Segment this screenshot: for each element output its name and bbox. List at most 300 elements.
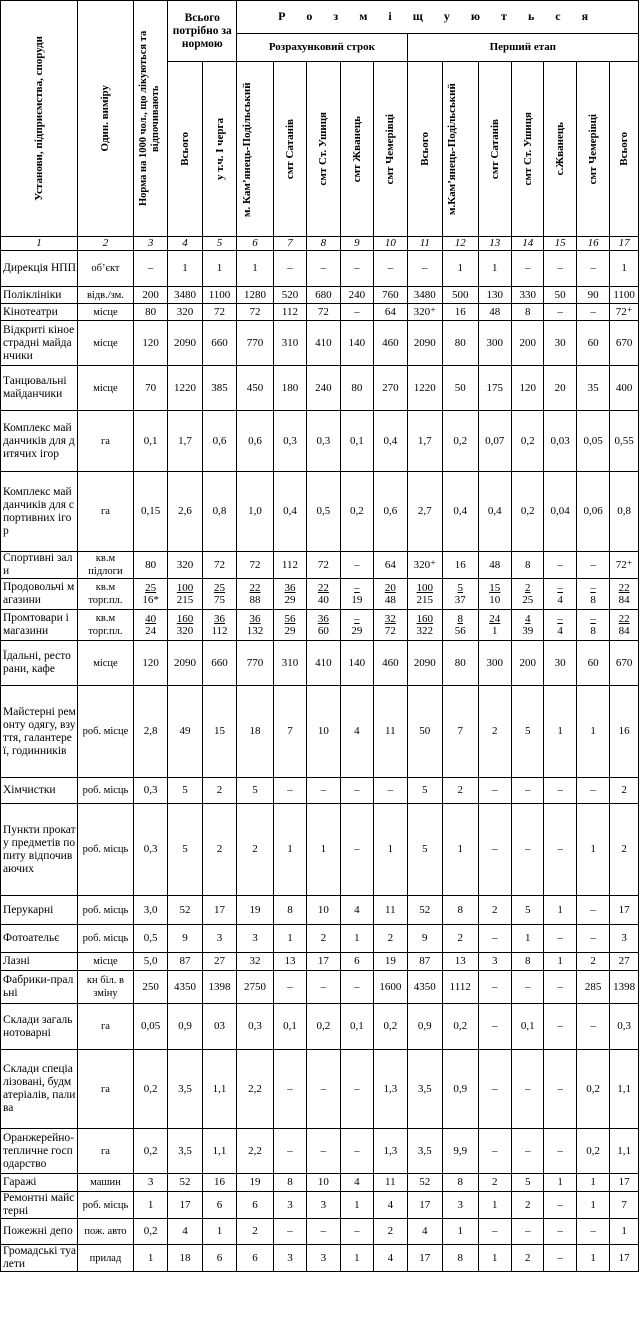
row-value: – — [544, 251, 576, 287]
row-value: 320⁺ — [407, 304, 442, 321]
row-value: 2090 — [407, 321, 442, 366]
value-numerator: 22 — [618, 613, 630, 625]
header-total-by-norm: Всього потрібно за нормою — [168, 1, 237, 62]
row-value: 72⁺ — [610, 304, 639, 321]
row-value: 4 — [340, 1174, 373, 1192]
row-value: 5 — [168, 804, 202, 896]
row-value — [443, 610, 478, 641]
row-value: 03 — [202, 1004, 236, 1050]
row-unit: га — [78, 1050, 134, 1129]
row-value: 30 — [544, 641, 576, 686]
row-value: 2 — [610, 804, 639, 896]
value-denominator: 29 — [284, 594, 296, 606]
row-value: 52 — [168, 896, 202, 925]
row-value: 5,0 — [133, 953, 167, 971]
row-unit: місце — [78, 304, 134, 321]
value-denominator: 29 — [351, 625, 363, 637]
row-value: 2 — [478, 686, 511, 778]
table-row — [1, 411, 639, 472]
row-value: 140 — [340, 641, 373, 686]
value-denominator: 48 — [384, 594, 396, 606]
row-value: 8 — [443, 896, 478, 925]
column-number: 9 — [340, 237, 373, 251]
row-value: 320 — [168, 552, 202, 579]
value-numerator: 100 — [416, 582, 434, 594]
row-value: 5 — [511, 896, 543, 925]
column-number: 6 — [237, 237, 274, 251]
row-name: Комплекс майданчиків для дитячих ігор — [1, 411, 78, 472]
row-value — [407, 610, 442, 641]
row-value: 270 — [374, 366, 407, 411]
row-value: 4 — [374, 1245, 407, 1272]
row-name: Пожежні депо — [1, 1219, 78, 1245]
row-value: 7 — [443, 686, 478, 778]
row-value: 1,3 — [374, 1050, 407, 1129]
table-row — [1, 1192, 639, 1219]
header-placed: Р о з м і щ у ю т ь с я — [237, 1, 639, 34]
row-value — [133, 610, 167, 641]
table-row — [1, 552, 639, 579]
row-value: 0,1 — [511, 1004, 543, 1050]
row-unit: прилад — [78, 1245, 134, 1272]
row-value: – — [307, 1129, 340, 1174]
row-value: 3480 — [168, 287, 202, 304]
row-value: – — [374, 251, 407, 287]
row-value: 72 — [307, 304, 340, 321]
column-number: 11 — [407, 237, 442, 251]
header-first-zhvanets: с.Жванець — [544, 62, 576, 237]
row-value: 2,7 — [407, 472, 442, 552]
row-value: 72 — [202, 304, 236, 321]
row-value: 1 — [340, 1192, 373, 1219]
row-unit: га — [78, 1004, 134, 1050]
row-value: 80 — [443, 321, 478, 366]
row-value: – — [478, 1219, 511, 1245]
row-value: – — [478, 1129, 511, 1174]
row-value — [168, 610, 202, 641]
row-value: 4 — [374, 1192, 407, 1219]
value-numerator: – — [590, 582, 596, 594]
header-total-first: у т.ч. І черга — [202, 62, 236, 237]
row-value: 8 — [273, 1174, 306, 1192]
row-value: 0,4 — [273, 472, 306, 552]
row-value: 0,2 — [307, 1004, 340, 1050]
row-value: – — [544, 778, 576, 804]
value-numerator: 56 — [284, 613, 296, 625]
row-value: 0,2 — [511, 411, 543, 472]
row-value: 120 — [133, 641, 167, 686]
row-value: 1,1 — [610, 1129, 639, 1174]
table-row — [1, 1004, 639, 1050]
row-value — [340, 579, 373, 610]
row-value: 1 — [511, 925, 543, 953]
column-number: 16 — [576, 237, 609, 251]
row-value: 17 — [610, 1174, 639, 1192]
value-numerator: – — [354, 613, 360, 625]
header-total-all: Всього — [168, 62, 202, 237]
row-value: 8 — [443, 1174, 478, 1192]
row-value: 4350 — [168, 971, 202, 1004]
row-unit: роб. місце — [78, 686, 134, 778]
row-value: 0,1 — [273, 1004, 306, 1050]
row-value: 11 — [374, 686, 407, 778]
header-calc-kamianets: м. Кам’янець-Подільський — [237, 62, 274, 237]
row-value: 680 — [307, 287, 340, 304]
row-name: Фотоательє — [1, 925, 78, 953]
header-first-stage: Перший етап — [407, 34, 638, 62]
row-value: 0,4 — [443, 472, 478, 552]
row-value: 200 — [511, 321, 543, 366]
row-value — [407, 579, 442, 610]
row-value: – — [340, 778, 373, 804]
value-numerator: – — [557, 582, 563, 594]
value-denominator: 40 — [317, 594, 329, 606]
row-value: – — [340, 1129, 373, 1174]
row-value: 112 — [273, 552, 306, 579]
header-first-total: Всього — [407, 62, 442, 237]
row-value: 50 — [443, 366, 478, 411]
row-value: 320⁺ — [407, 552, 442, 579]
table-row — [1, 472, 639, 552]
row-value — [610, 579, 639, 610]
row-value: 2 — [478, 1174, 511, 1192]
value-numerator: 15 — [489, 582, 501, 594]
row-value: 60 — [576, 641, 609, 686]
value-numerator: 160 — [416, 613, 434, 625]
row-value: 0,3 — [273, 411, 306, 472]
row-value: 0,2 — [133, 1050, 167, 1129]
table-row — [1, 1174, 639, 1192]
row-value: 1 — [544, 1174, 576, 1192]
row-value: 1,0 — [237, 472, 274, 552]
row-name: Продовольчі магазини — [1, 579, 78, 610]
row-value: – — [374, 778, 407, 804]
table-row — [1, 287, 639, 304]
value-denominator: 60 — [317, 625, 329, 637]
row-value: – — [340, 552, 373, 579]
row-value: 0,1 — [133, 411, 167, 472]
row-value: 0,9 — [443, 1050, 478, 1129]
row-value: 2,2 — [237, 1129, 274, 1174]
row-value — [576, 579, 609, 610]
row-value: 87 — [407, 953, 442, 971]
value-numerator: 20 — [384, 582, 396, 594]
row-value: 250 — [133, 971, 167, 1004]
table-body — [1, 251, 639, 1272]
row-value: 1,7 — [168, 411, 202, 472]
row-unit: відв./зм. — [78, 287, 134, 304]
row-name: Гаражі — [1, 1174, 78, 1192]
row-value: – — [307, 1219, 340, 1245]
value-denominator: 1 — [491, 625, 498, 637]
row-value: 0,2 — [576, 1050, 609, 1129]
row-value: 3,5 — [407, 1050, 442, 1129]
row-value — [202, 579, 236, 610]
row-name: Лазні — [1, 953, 78, 971]
row-value: – — [511, 778, 543, 804]
row-value: 1 — [273, 804, 306, 896]
row-value: 1398 — [202, 971, 236, 1004]
row-value — [544, 579, 576, 610]
row-value: 1 — [478, 1245, 511, 1272]
row-value: – — [273, 251, 306, 287]
header-norm: Норма на 1000 чол., що лікуються та відпочивають — [133, 1, 167, 237]
row-value: 2 — [202, 778, 236, 804]
row-value: – — [340, 971, 373, 1004]
row-value: 0,4 — [478, 472, 511, 552]
row-value: – — [544, 1192, 576, 1219]
row-value: 0,05 — [133, 1004, 167, 1050]
row-value: 11 — [374, 896, 407, 925]
row-value: – — [544, 1245, 576, 1272]
row-value: 8 — [511, 953, 543, 971]
row-value: 1 — [133, 1192, 167, 1219]
value-denominator: 16* — [142, 594, 159, 606]
value-numerator: 4 — [524, 613, 531, 625]
row-name: Оранжерейно-тепличне господарство — [1, 1129, 78, 1174]
row-value: 1220 — [407, 366, 442, 411]
row-name: Промтовари і магазини — [1, 610, 78, 641]
row-value: 2,8 — [133, 686, 167, 778]
row-unit: роб. місць — [78, 804, 134, 896]
row-value: 1 — [544, 953, 576, 971]
header-first-kamianets: м.Кам’янець-Подільський — [443, 62, 478, 237]
value-denominator: 39 — [522, 625, 534, 637]
row-value: 1,1 — [610, 1050, 639, 1129]
row-name: Комплекс майданчиків для спортивних ігор — [1, 472, 78, 552]
value-denominator: 8 — [590, 594, 596, 606]
row-value: 140 — [340, 321, 373, 366]
row-value: – — [511, 251, 543, 287]
row-value: 1 — [544, 896, 576, 925]
row-unit: місце — [78, 366, 134, 411]
row-value: 0,15 — [133, 472, 167, 552]
header-first-total-2: Всього — [610, 62, 639, 237]
row-value: – — [478, 971, 511, 1004]
row-value: 5 — [407, 778, 442, 804]
row-value: 130 — [478, 287, 511, 304]
header-first-satanov: смт Сатанів — [478, 62, 511, 237]
row-value: – — [544, 925, 576, 953]
row-value: 0,3 — [133, 778, 167, 804]
value-numerator: 36 — [249, 613, 261, 625]
row-value: 16 — [202, 1174, 236, 1192]
row-value: 0,2 — [443, 411, 478, 472]
row-unit: га — [78, 411, 134, 472]
row-value: 5 — [511, 1174, 543, 1192]
row-value: – — [511, 1129, 543, 1174]
value-denominator: 132 — [246, 625, 264, 637]
row-value: 385 — [202, 366, 236, 411]
row-value: 1100 — [202, 287, 236, 304]
row-value — [478, 579, 511, 610]
row-value: 310 — [273, 641, 306, 686]
row-value: 19 — [237, 1174, 274, 1192]
row-value: 80 — [133, 304, 167, 321]
value-numerator: 36 — [317, 613, 329, 625]
row-name: Склади загальнотоварні — [1, 1004, 78, 1050]
row-value — [307, 610, 340, 641]
column-number: 14 — [511, 237, 543, 251]
row-unit: роб. місць — [78, 925, 134, 953]
value-numerator: 36 — [214, 613, 225, 625]
row-value — [511, 579, 543, 610]
row-value: 112 — [273, 304, 306, 321]
row-value: 670 — [610, 321, 639, 366]
row-value: 0,06 — [576, 472, 609, 552]
value-denominator: 24 — [145, 625, 157, 637]
row-value: 6 — [237, 1192, 274, 1219]
table-row — [1, 896, 639, 925]
value-denominator: 75 — [214, 594, 225, 606]
value-numerator: 24 — [489, 613, 501, 625]
table-row — [1, 686, 639, 778]
row-value: 17 — [168, 1192, 202, 1219]
row-value: 1,7 — [407, 411, 442, 472]
row-value: 4350 — [407, 971, 442, 1004]
row-unit: роб. місць — [78, 1192, 134, 1219]
row-value: 0,6 — [237, 411, 274, 472]
row-value: 660 — [202, 321, 236, 366]
row-value: 17 — [307, 953, 340, 971]
row-value: – — [544, 552, 576, 579]
row-value: 0,2 — [443, 1004, 478, 1050]
row-value: 70 — [133, 366, 167, 411]
table-row — [1, 366, 639, 411]
header-calc-chemerivtsi: смт Чемерівці — [374, 62, 407, 237]
row-value: 17 — [610, 1245, 639, 1272]
row-value: – — [478, 804, 511, 896]
row-value: 8 — [273, 896, 306, 925]
row-value: 300 — [478, 321, 511, 366]
row-value: – — [307, 251, 340, 287]
row-value: 49 — [168, 686, 202, 778]
row-value: 1 — [168, 251, 202, 287]
row-value: 770 — [237, 321, 274, 366]
row-value: – — [273, 971, 306, 1004]
row-value: 0,1 — [340, 1004, 373, 1050]
row-value: 90 — [576, 287, 609, 304]
row-unit: місце — [78, 953, 134, 971]
row-value: 460 — [374, 321, 407, 366]
row-value: 2,6 — [168, 472, 202, 552]
table-row — [1, 641, 639, 686]
row-value: 660 — [202, 641, 236, 686]
row-value: 0,3 — [610, 1004, 639, 1050]
column-number: 8 — [307, 237, 340, 251]
row-value: 10 — [307, 1174, 340, 1192]
row-value: 8 — [443, 1245, 478, 1272]
row-name: Громадські туалети — [1, 1245, 78, 1272]
row-value: 4 — [407, 1219, 442, 1245]
value-numerator: 2 — [524, 582, 531, 594]
value-denominator: 10 — [489, 594, 501, 606]
row-value: 1 — [273, 925, 306, 953]
row-value: 1 — [237, 251, 274, 287]
row-value: 27 — [202, 953, 236, 971]
row-value: 8 — [511, 304, 543, 321]
row-value: 0,5 — [307, 472, 340, 552]
row-value: 19 — [374, 953, 407, 971]
row-name: Кінотеатри — [1, 304, 78, 321]
row-value: – — [307, 1050, 340, 1129]
column-number: 3 — [133, 237, 167, 251]
column-number: 7 — [273, 237, 306, 251]
row-value: 0,6 — [374, 472, 407, 552]
table-row — [1, 321, 639, 366]
row-value: 0,8 — [610, 472, 639, 552]
row-value: 200 — [133, 287, 167, 304]
row-value: 80 — [133, 552, 167, 579]
row-value: 8 — [511, 552, 543, 579]
row-value: – — [511, 1050, 543, 1129]
row-value: 3480 — [407, 287, 442, 304]
column-number: 15 — [544, 237, 576, 251]
row-value — [374, 579, 407, 610]
table-row — [1, 1219, 639, 1245]
row-value: – — [544, 1004, 576, 1050]
row-value: – — [478, 778, 511, 804]
row-value: 2 — [237, 804, 274, 896]
row-value: 2,2 — [237, 1050, 274, 1129]
row-value: – — [307, 971, 340, 1004]
row-name: Склади спеціалізовані, будматеріалів, палива — [1, 1050, 78, 1129]
row-name: Ремонтні майстерні — [1, 1192, 78, 1219]
column-number: 2 — [78, 237, 134, 251]
row-value: 80 — [340, 366, 373, 411]
table-row — [1, 804, 639, 896]
row-value: 3 — [478, 953, 511, 971]
row-value: 1 — [610, 1219, 639, 1245]
row-value: 52 — [407, 1174, 442, 1192]
row-value: 16 — [443, 304, 478, 321]
row-value: 670 — [610, 641, 639, 686]
row-value: 1 — [544, 686, 576, 778]
row-value — [273, 579, 306, 610]
row-value: 0,5 — [133, 925, 167, 953]
row-value: 240 — [307, 366, 340, 411]
row-value: – — [133, 251, 167, 287]
row-unit: кн біл. в зміну — [78, 971, 134, 1004]
row-value: – — [576, 304, 609, 321]
row-value: 64 — [374, 304, 407, 321]
row-value: 1 — [307, 804, 340, 896]
row-name: Поліклініки — [1, 287, 78, 304]
row-value: 1 — [478, 1192, 511, 1219]
row-value: 87 — [168, 953, 202, 971]
row-value: 0,9 — [407, 1004, 442, 1050]
row-value: – — [544, 804, 576, 896]
row-value: 3 — [273, 1192, 306, 1219]
row-value: 410 — [307, 321, 340, 366]
row-value — [237, 579, 274, 610]
row-value: 19 — [237, 896, 274, 925]
row-value: 9 — [407, 925, 442, 953]
row-value: 1 — [202, 251, 236, 287]
row-unit: роб. місць — [78, 778, 134, 804]
row-unit: га — [78, 472, 134, 552]
row-value: 6 — [237, 1245, 274, 1272]
row-value: 32 — [237, 953, 274, 971]
row-value: 3 — [237, 925, 274, 953]
row-value: 1 — [576, 1192, 609, 1219]
row-value: 15 — [202, 686, 236, 778]
row-value: 240 — [340, 287, 373, 304]
row-value: 4 — [340, 896, 373, 925]
row-value: 72 — [237, 552, 274, 579]
row-value — [202, 610, 236, 641]
row-value: – — [273, 1129, 306, 1174]
